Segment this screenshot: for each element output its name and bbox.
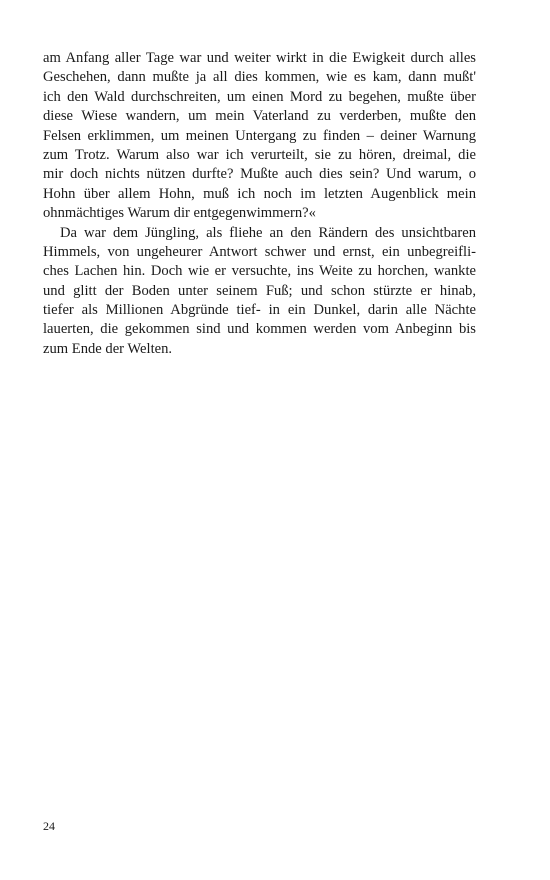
page-number: 24 (43, 819, 55, 833)
text-line: zum Ende der Welten. (43, 340, 173, 357)
text-line: diese Wiese wandern, um mein Vaterland zu verderben, mußte den (43, 108, 476, 125)
text-line: und glitt der Boden unter seinem Fuß; und schon stürzte er hinab, (43, 282, 476, 299)
text-line: tiefer als Millionen Abgründe tief- in ein Dunkel, darin alle Nächte (43, 302, 476, 319)
text-line: Felsen erklimmen, um meinen Untergang zu finden – deiner Warnung (43, 127, 476, 144)
text-line: Da war dem Jüngling, als fliehe an den Rändern des unsichtbaren (60, 224, 476, 241)
body-text (43, 49, 476, 359)
text-line: mir doch nichts nützen durfte? Mußte auch dies sein? Und warum, o (43, 166, 476, 183)
text-line: Hohn über allem Hohn, muß ich noch im letzten Augenblick mein (43, 185, 476, 202)
text-line: zum Trotz. Warum also war ich verurteilt, sie zu hören, dreimal, die (43, 146, 476, 163)
text-line: Himmels, von ungeheurer Antwort schwer und ernst, ein unbegreifli- (43, 243, 476, 260)
text-line: ohnmächtiges Warum dir entgegenwimmern?« (43, 205, 316, 222)
text-line: ches Lachen hin. Doch wie er versuchte, ins Weite zu horchen, wankte (43, 263, 476, 280)
text-line: ich den Wald durchschreiten, um einen Mord zu begehen, mußte über (43, 88, 476, 105)
text-line: am Anfang aller Tage war und weiter wirkt in die Ewigkeit durch alles (43, 50, 476, 66)
text-line: lauerten, die gekommen sind und kommen werden vom Anbeginn bis (43, 321, 476, 338)
text-line: Geschehen, dann mußte ja all dies kommen, wie es kam, dann mußt' (43, 69, 476, 86)
